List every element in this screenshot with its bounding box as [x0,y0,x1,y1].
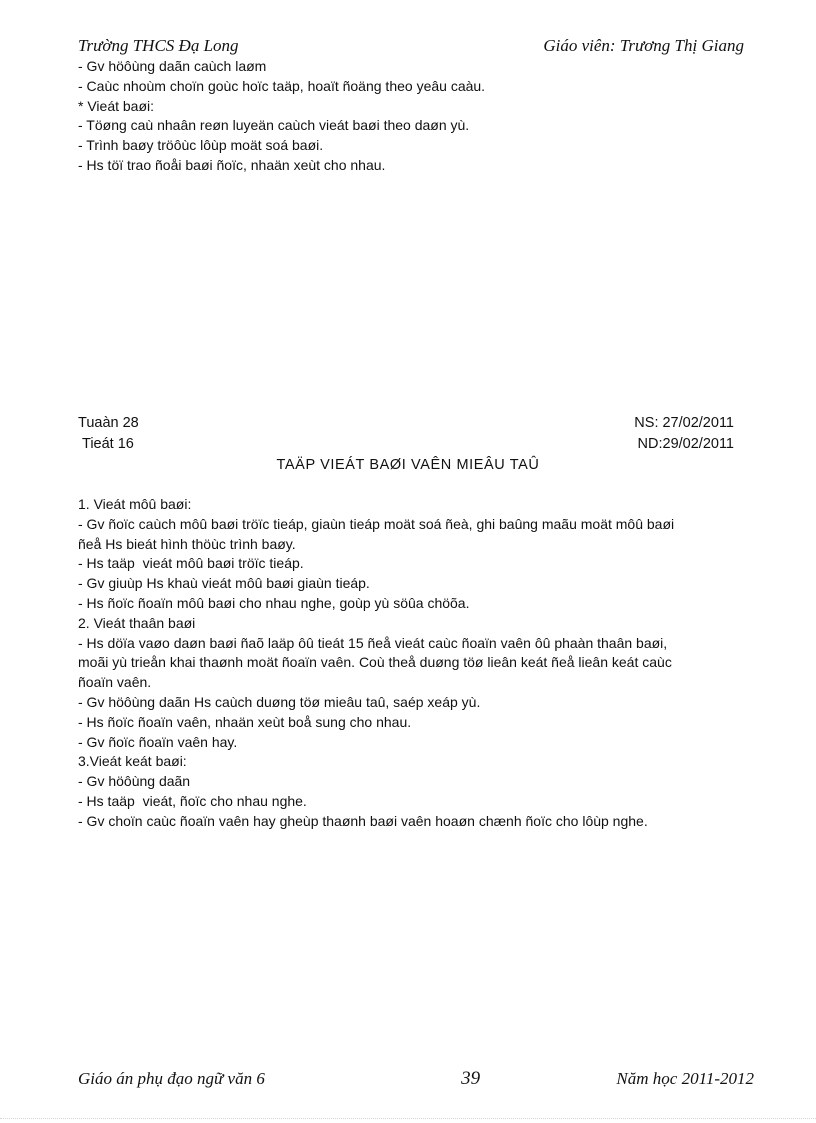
page-bottom-divider [0,1118,816,1119]
nd-date: ND:29/02/2011 [637,436,734,452]
ns-date: NS: 27/02/2011 [634,415,734,431]
text-line: - Hs ñoïc ñoaïn vaên, nhaän xeùt boå sung cho nhau. [78,713,412,730]
text-line: - Hs döïa vaøo daøn baøi ñaõ laäp ôû tieát 15 ñeå vieát caùc ñoaïn vaên ôû phaàn thaân baøi, [78,634,668,651]
text-line: - Hs taäp vieát, ñoïc cho nhau nghe. [78,792,307,809]
text-line: ñoaïn vaên. [78,674,152,691]
week-label: Tuaàn 28 [78,415,139,431]
text-line: - Hs taäp vieát môû baøi tröïc tieáp. [78,555,304,572]
text-line: ñeå Hs bieát hình thöùc trình baøy. [78,535,296,552]
text-line: 3.Vieát keát baøi: [78,753,187,770]
text-line: - Gv höôùng daãn Hs caùch duøng töø mieâu taû, saép xeáp yù. [78,693,481,710]
text-line: - Gv höôùng daãn caùch laøm [78,58,267,74]
text-line: - Trình baøy tröôùc lôùp moät soá baøi. [78,137,324,154]
text-line: - Hs ñoïc ñoaïn môû baøi cho nhau nghe, goùp yù söûa chöõa. [78,594,470,611]
meta-row-period [82,436,734,452]
text-line: - Hs töï trao ñoåi baøi ñoïc, nhaän xeùt cho nhau. [78,156,386,173]
text-line: - Töøng caù nhaân reøn luyeän caùch vieát baøi theo daøn yù. [78,117,470,134]
header-school: Trường THCS Đạ Long [78,36,239,55]
text-line: 1. Vieát môû baøi: [78,496,192,512]
top-text-block [78,57,758,176]
header-teacher: Giáo viên: Trương Thị Giang [543,36,744,55]
period-label: Tieát 16 [82,436,134,452]
text-line: - Gv giuùp Hs khaù vieát môû baøi giaùn tieáp. [78,575,370,592]
page-footer [78,1068,754,1090]
meta-row-week [78,415,734,431]
footer-right: Năm học 2011-2012 [616,1069,754,1088]
text-line: - Gv choïn caùc ñoaïn vaên hay gheùp thaønh baøi vaên hoaøn chænh ñoïc cho lôùp nghe. [78,812,648,829]
lesson-body [78,495,758,832]
text-line: * Vieát baøi: [78,97,155,114]
footer-left: Giáo án phụ đạo ngữ văn 6 [78,1069,265,1088]
text-line: - Caùc nhoùm choïn goùc hoïc taäp, hoaït ñoäng theo yeâu caàu. [78,77,486,94]
text-line: - Gv ñoïc ñoaïn vaên hay. [78,733,238,750]
text-line: - Gv ñoïc caùch môû baøi tröïc tieáp, giaùn tieáp moät soá ñeà, ghi baûng maãu moät môû baøi [78,515,675,532]
text-line: - Gv höôùng daãn [78,773,191,790]
text-line: moãi yù trieån khai thaønh moät ñoaïn vaên. Coù theå duøng töø lieân keát ñeå lieân keát caùc [78,654,672,671]
text-line: 2. Vieát thaân baøi [78,614,196,631]
page-number: 39 [461,1068,481,1089]
lesson-title: TAÄP VIEÁT BAØI VAÊN MIEÂU TAÛ [276,457,540,473]
